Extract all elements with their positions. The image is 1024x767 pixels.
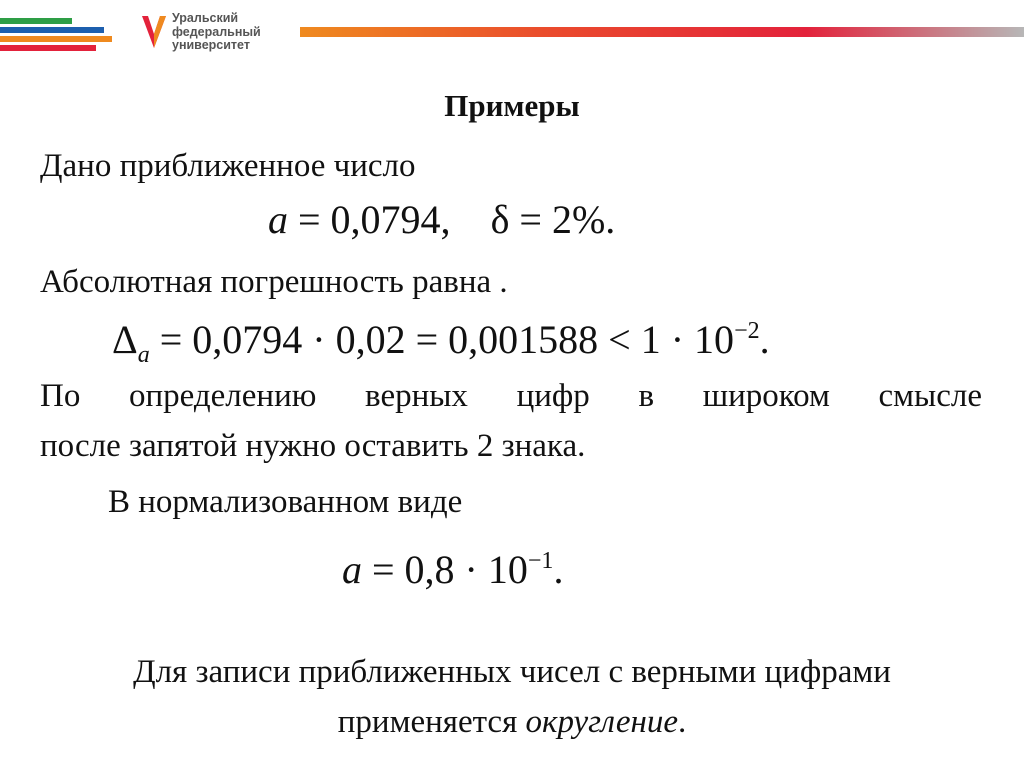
stripe-orange — [0, 36, 112, 42]
logo-line-1: Уральский — [172, 11, 239, 25]
delta-subscript: a — [137, 342, 150, 368]
formula-error-exponent: −2 — [734, 318, 760, 344]
formula-given-value: = 0,0794, — [288, 197, 451, 242]
university-logo-icon — [140, 14, 168, 52]
var-a-normalized: a — [342, 547, 362, 592]
stripe-blue — [0, 27, 104, 33]
formula-absolute-error — [112, 316, 770, 368]
var-a: a — [268, 197, 288, 242]
conclusion-prefix: применяется — [337, 704, 526, 740]
given-number-text: Дано приближенное число — [40, 148, 416, 184]
delta-symbol: Δ — [112, 317, 138, 362]
definition-line-1: По определению верных цифр в широком смысле — [40, 378, 982, 414]
university-logo-text — [172, 12, 261, 53]
formula-error-end: . — [759, 317, 770, 362]
header-bar — [0, 0, 1024, 62]
logo-line-3: университет — [172, 38, 250, 52]
definition-line-2: после запятой нужно оставить 2 знака. — [40, 428, 586, 464]
stripe-green — [0, 18, 72, 24]
formula-normalized-exponent: −1 — [527, 548, 554, 574]
conclusion-term: округление — [525, 704, 678, 740]
absolute-error-text: Абсолютная погрешность равна . — [40, 264, 508, 300]
conclusion-suffix: . — [677, 704, 687, 740]
stripe-gradient-right — [300, 27, 1024, 37]
stripe-red-left — [0, 45, 96, 51]
formula-normalized-expr: = 0,8 · 10 — [362, 547, 528, 592]
formula-normalized-end: . — [553, 547, 564, 592]
logo-line-2: федеральный — [172, 24, 261, 39]
formula-given-delta: δ = 2%. — [490, 197, 616, 242]
formula-given — [268, 196, 615, 244]
normalized-form-text: В нормализованном виде — [108, 484, 463, 520]
formula-normalized — [342, 546, 563, 594]
formula-error-expr: = 0,0794 · 0,02 = 0,001588 < 1 · 10 — [149, 317, 735, 362]
conclusion-line-1: Для записи приближенных чисел с верными цифрами — [133, 654, 891, 690]
conclusion-line-2 — [0, 702, 1024, 742]
slide-title: Примеры — [444, 88, 580, 123]
